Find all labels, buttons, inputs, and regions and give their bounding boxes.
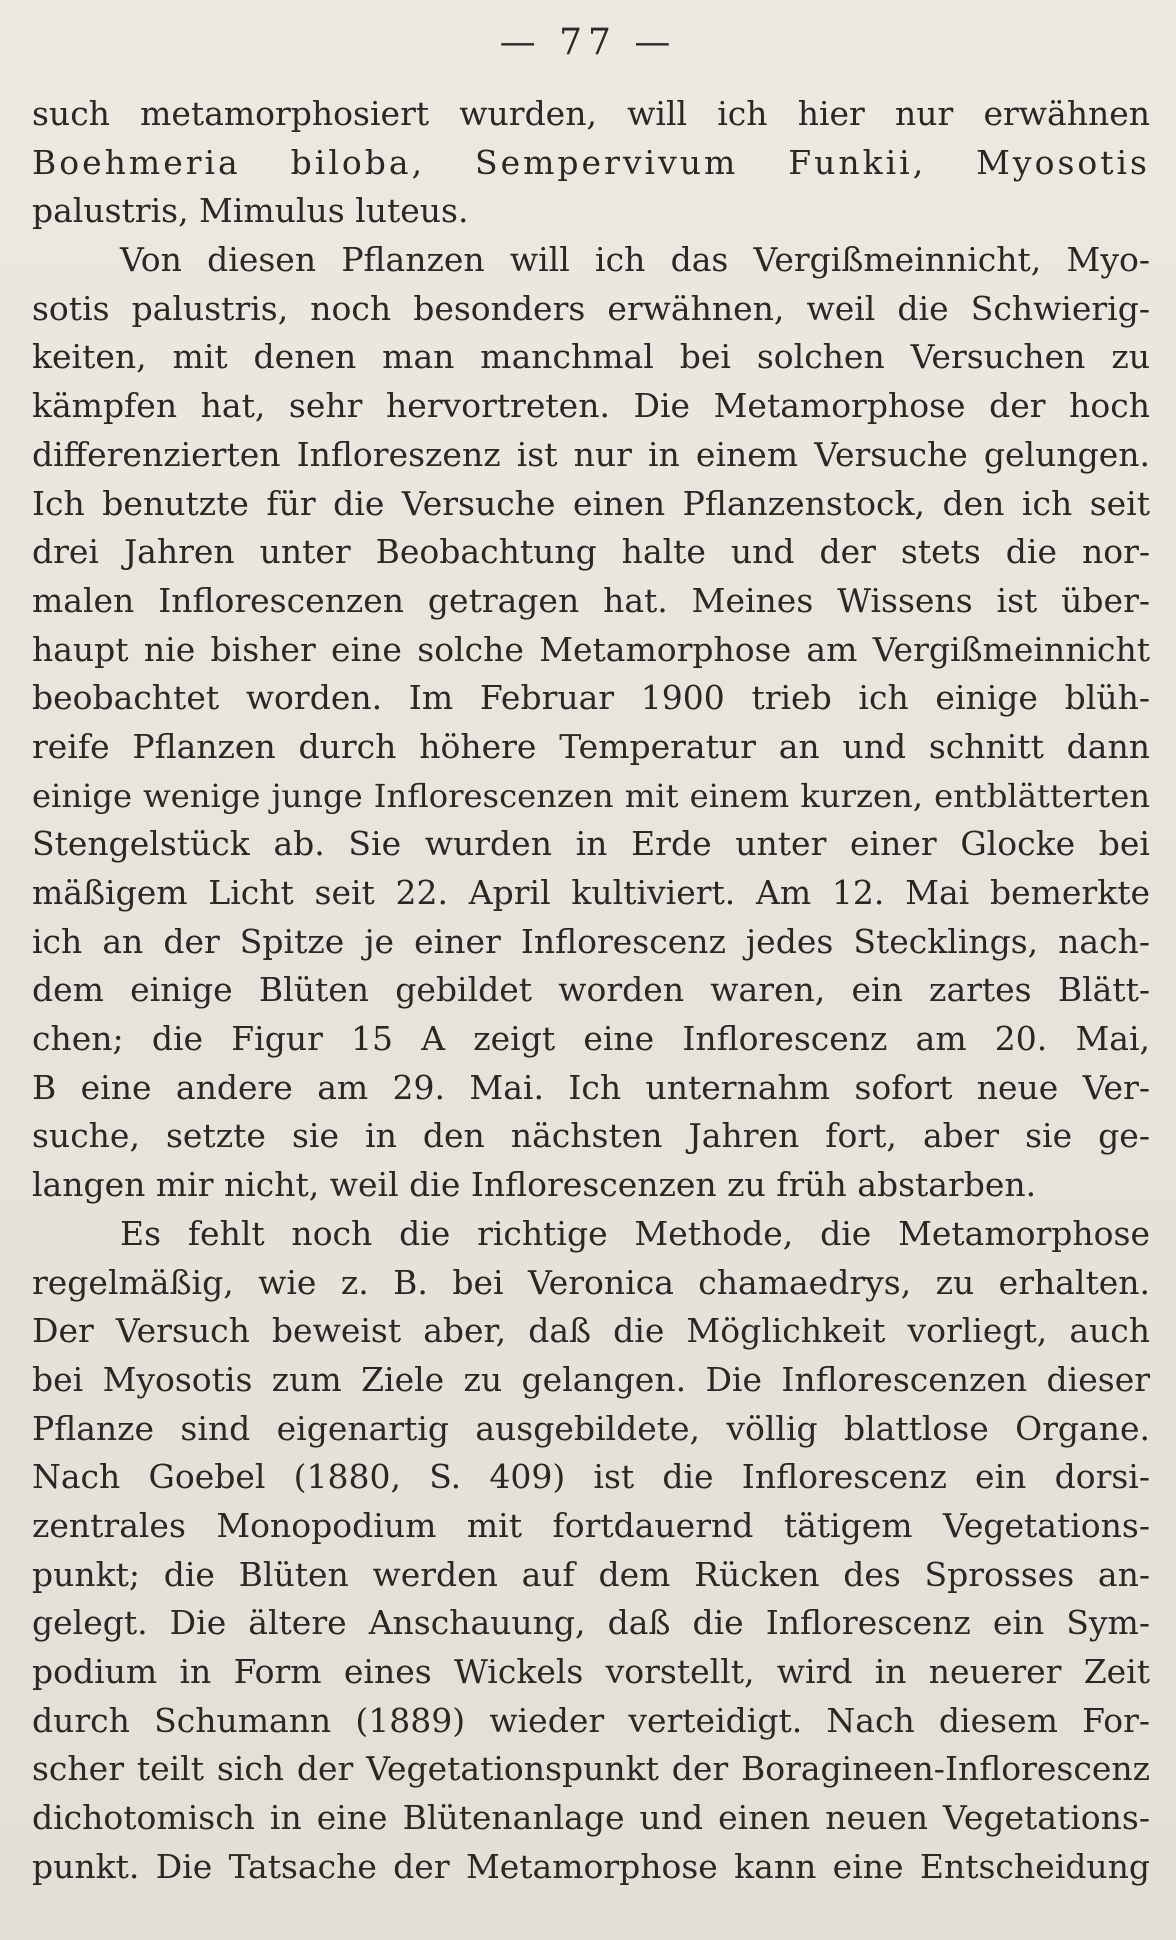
text-line: Stengelstück ab. Sie wurden in Erde unter einer Glocke bei (32, 824, 1150, 864)
page-number: — 77 — (499, 22, 677, 63)
text-line: Es fehlt noch die richtige Methode, die Metamorphose (120, 1213, 1150, 1253)
text-line: punkt; die Blüten werden auf dem Rücken des Sprosses an- (32, 1554, 1150, 1594)
text-line: zentrales Monopodium mit fortdauernd tätigem Vegetations- (32, 1505, 1150, 1545)
text-line: einige wenige junge Inflorescenzen mit einem kurzen, entblätterten (32, 776, 1150, 815)
text-line: langen mir nicht, weil die Inflorescenzen zu früh abstarben. (32, 1165, 1037, 1205)
text-line: dem einige Blüten gebildet worden waren, ein zartes Blätt- (32, 970, 1150, 1010)
text-line: suche, setzte sie in den nächsten Jahren fort, aber sie ge- (32, 1116, 1150, 1156)
text-line: Boehmeria biloba, Sempervivum Funkii, Myosotis (32, 142, 1150, 182)
text-line: differenzierten Infloreszenz ist nur in einem Versuche gelungen. (32, 434, 1150, 474)
text-line: Der Versuch beweist aber, daß die Möglichkeit vorliegt, auch (32, 1311, 1150, 1351)
text-line: Nach Goebel (1880, S. 409) ist die Inflorescenz ein dorsi- (32, 1457, 1150, 1497)
text-line: scher teilt sich der Vegetationspunkt der Boragineen-Inflorescenz (32, 1749, 1150, 1789)
text-line: B eine andere am 29. Mai. Ich unternahm sofort neue Ver- (32, 1067, 1150, 1107)
text-line: such metamorphosiert wurden, will ich hier nur erwähnen (32, 94, 1150, 133)
text-line: sotis palustris, noch besonders erwähnen, weil die Schwierig- (32, 288, 1150, 328)
text-line: durch Schumann (1889) wieder verteidigt. Nach diesem For- (32, 1700, 1150, 1740)
text-line: bei Myosotis zum Ziele zu gelangen. Die Inflorescenzen dieser (32, 1359, 1150, 1399)
text-line: punkt. Die Tatsache der Metamorphose kann eine Entscheidung (32, 1846, 1150, 1886)
body-text (32, 90, 1150, 1891)
text-line: ich an der Spitze je einer Inflorescenz jedes Stecklings, nach- (32, 921, 1150, 961)
text-line: keiten, mit denen man manchmal bei solchen Versuchen zu (32, 337, 1150, 377)
text-line: chen; die Figur 15 A zeigt eine Inflorescenz am 20. Mai, (32, 1019, 1150, 1059)
text-line: kämpfen hat, sehr hervortreten. Die Metamorphose der hoch (32, 386, 1150, 426)
text-line: haupt nie bisher eine solche Metamorphose am Vergißmeinnicht (32, 629, 1150, 669)
text-line: reife Pflanzen durch höhere Temperatur an und schnitt dann (32, 726, 1150, 766)
text-line: podium in Form eines Wickels vorstellt, wird in neuerer Zeit (32, 1652, 1150, 1691)
text-line: regelmäßig, wie z. B. bei Veronica chamaedrys, zu erhalten. (32, 1262, 1150, 1302)
text-line: beobachtet worden. Im Februar 1900 trieb ich einige blüh- (32, 678, 1150, 718)
text-line: dichotomisch in eine Blütenanlage und einen neuen Vegetations- (32, 1798, 1150, 1838)
text-line: Ich benutzte für die Versuche einen Pflanzenstock, den ich seit (32, 483, 1150, 523)
text-line: palustris, Mimulus luteus. (32, 191, 469, 231)
text-line: drei Jahren unter Beobachtung halte und der stets die nor- (32, 532, 1150, 572)
text-line: malen Inflorescenzen getragen hat. Meines Wissens ist über- (32, 580, 1150, 620)
text-line: Pflanze sind eigenartig ausgebildete, völlig blattlose Organe. (32, 1408, 1150, 1448)
text-line: mäßigem Licht seit 22. April kultiviert. Am 12. Mai bemerkte (32, 873, 1150, 912)
text-line: gelegt. Die ältere Anschauung, daß die Inflorescenz ein Sym- (32, 1603, 1150, 1643)
text-line: Von diesen Pflanzen will ich das Vergißmeinnicht, Myo- (120, 240, 1150, 280)
